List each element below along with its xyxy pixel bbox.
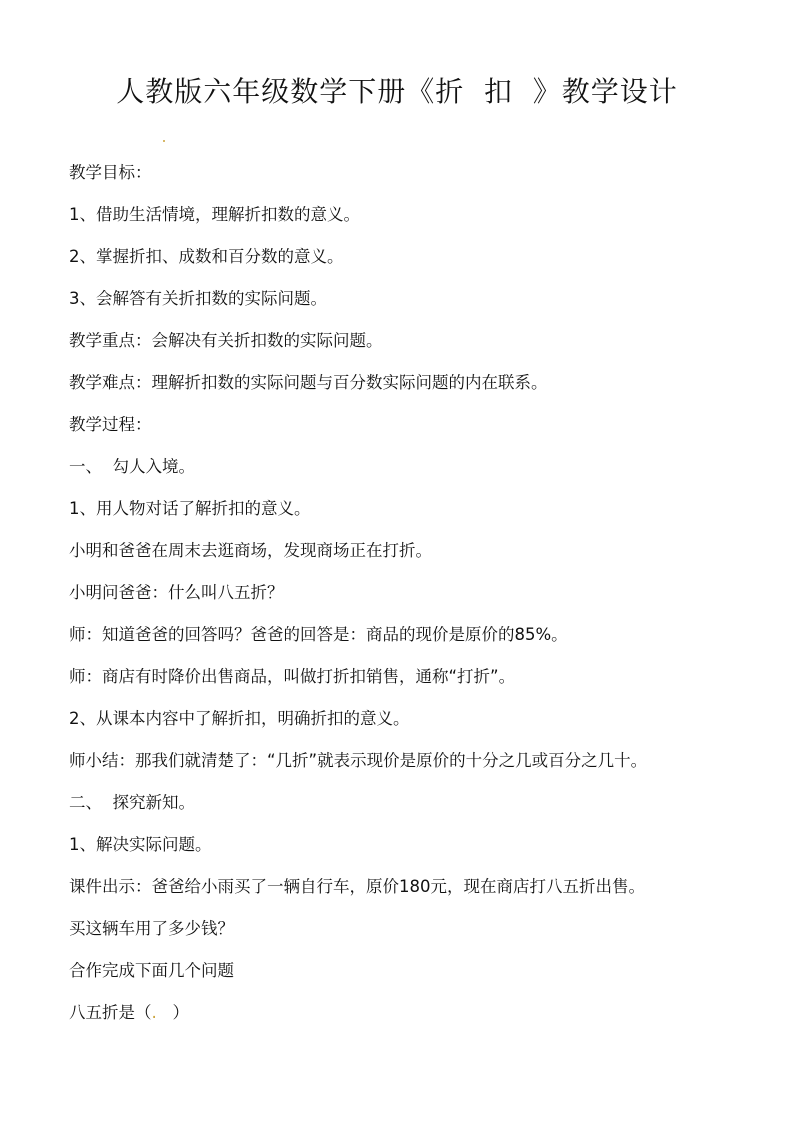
paragraph: 2、从课本内容中了解折扣，明确折扣的意义。 bbox=[69, 709, 410, 728]
objective-item-2: 2、掌握折扣、成数和百分数的意义。 bbox=[69, 247, 344, 266]
step-heading-1: 一、 勾人入境。 bbox=[69, 457, 195, 476]
document-body bbox=[69, 159, 789, 1041]
step-heading-2: 二、 探究新知。 bbox=[69, 793, 195, 812]
document-title: 人教版六年级数学下册《折 扣 》教学设计 bbox=[116, 75, 678, 108]
objective-item-1: 1、借助生活情境，理解折扣数的意义。 bbox=[69, 205, 360, 224]
paragraph: 师：商店有时降价出售商品，叫做打折扣销售，通称“打折”。 bbox=[69, 667, 516, 686]
fill-in-blank-line bbox=[69, 999, 789, 1041]
paragraph: 课件出示：爸爸给小雨买了一辆自行车，原价180元，现在商店打八五折出售。 bbox=[69, 877, 645, 896]
paragraph: 师小结：那我们就清楚了：“几折”就表示现价是原价的十分之几或百分之几十。 bbox=[69, 751, 648, 770]
section-heading-process: 教学过程： bbox=[69, 415, 152, 434]
paragraph: 1、用人物对话了解折扣的意义。 bbox=[69, 499, 311, 518]
blank-mark: . bbox=[151, 1003, 157, 1022]
decorative-dot bbox=[163, 140, 165, 142]
paragraph: 1、解决实际问题。 bbox=[69, 835, 212, 854]
paragraph: 小明问爸爸：什么叫八五折？ bbox=[69, 583, 284, 602]
blank-paren-open: （ bbox=[135, 1003, 152, 1022]
paragraph: 小明和爸爸在周末去逛商场，发现商场正在打折。 bbox=[69, 541, 432, 560]
paragraph: 师：知道爸爸的回答吗？爸爸的回答是：商品的现价是原价的85%。 bbox=[69, 625, 568, 644]
blank-paren-close: ） bbox=[156, 1003, 189, 1022]
objective-item-3: 3、会解答有关折扣数的实际问题。 bbox=[69, 289, 327, 308]
paragraph: 合作完成下面几个问题 bbox=[69, 961, 234, 980]
paragraph: 买这辆车用了多少钱？ bbox=[69, 919, 234, 938]
blank-prompt: 八五折是 bbox=[69, 1003, 135, 1022]
teaching-difficulty: 教学难点：理解折扣数的实际问题与百分数实际问题的内在联系。 bbox=[69, 373, 548, 392]
teaching-key-point: 教学重点：会解决有关折扣数的实际问题。 bbox=[69, 331, 383, 350]
section-heading-objectives: 教学目标： bbox=[69, 163, 152, 182]
